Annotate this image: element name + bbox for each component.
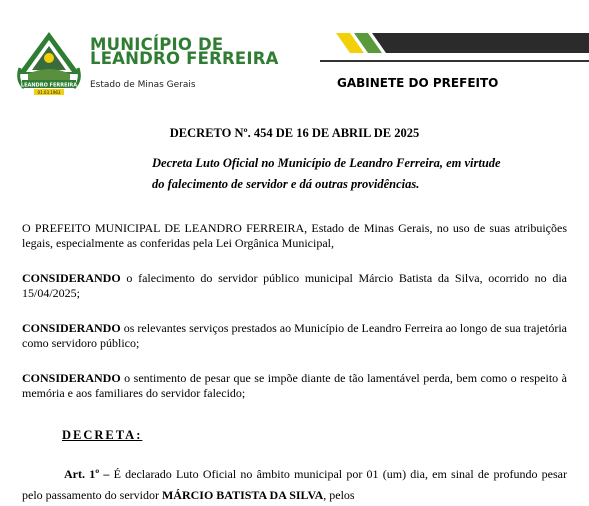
crest-year-text: 01.03.1963 xyxy=(37,89,61,95)
municipality-line2: LEANDRO FERREIRA xyxy=(90,49,279,68)
considerando-keyword: CONSIDERANDO xyxy=(22,271,121,285)
article-text: É declarado Luto Oficial no âmbito municipal por 01 (um) dia, em sinal de profundo pesar pelo passamento do servidor xyxy=(22,467,567,502)
article-1 xyxy=(22,464,567,506)
decree-title: DECRETO Nº. 454 DE 16 DE ABRIL DE 2025 xyxy=(169,126,420,140)
considerando-keyword: CONSIDERANDO xyxy=(22,321,121,335)
office-name: GABINETE DO PREFEITO xyxy=(337,76,499,90)
municipal-crest-icon xyxy=(14,30,84,98)
considerando-keyword: CONSIDERANDO xyxy=(22,371,121,385)
considerando-text: o falecimento do servidor público municipal Márcio Batista da Silva, ocorrido no dia 15/04/2025; xyxy=(22,271,567,300)
article-label: Art. 1º – xyxy=(64,467,110,481)
preamble: O PREFEITO MUNICIPAL DE LEANDRO FERREIRA, Estado de Minas Gerais, no uso de suas atribuições legais, especialmente as conferidas pela Lei Orgânica Municipal, xyxy=(22,221,567,250)
considerando-2 xyxy=(22,321,567,350)
considerando-text: os relevantes serviços prestados ao Município de Leandro Ferreira ao longo de sua trajetória como servidoro público; xyxy=(22,321,567,350)
ementa-line2: do falecimento de servidor e dá outras providências. xyxy=(152,177,420,191)
municipality-line1: MUNICÍPIO DE xyxy=(90,35,224,54)
article-name: MÁRCIO BATISTA DA SILVA xyxy=(161,488,324,502)
considerando-1 xyxy=(22,271,567,300)
decorative-stripes xyxy=(330,33,589,53)
crest-banner-text: LEANDRO FERREIRA xyxy=(20,82,78,89)
decreta-heading: DECRETA: xyxy=(62,428,143,442)
state-name: Estado de Minas Gerais xyxy=(90,80,196,90)
article-text-after: , pelos xyxy=(323,488,355,502)
decree-ementa xyxy=(152,153,572,195)
considerando-text: o sentimento de pesar que se impõe diante de tão lamentável perda, bem como o respeito à memória e aos familiares do servidor falecido; xyxy=(22,371,567,400)
letterhead xyxy=(0,0,589,110)
ementa-line1: Decreta Luto Oficial no Município de Leandro Ferreira, em virtude xyxy=(152,156,501,170)
municipality-name xyxy=(90,35,279,68)
header-divider xyxy=(320,60,589,62)
considerando-3 xyxy=(22,371,567,400)
